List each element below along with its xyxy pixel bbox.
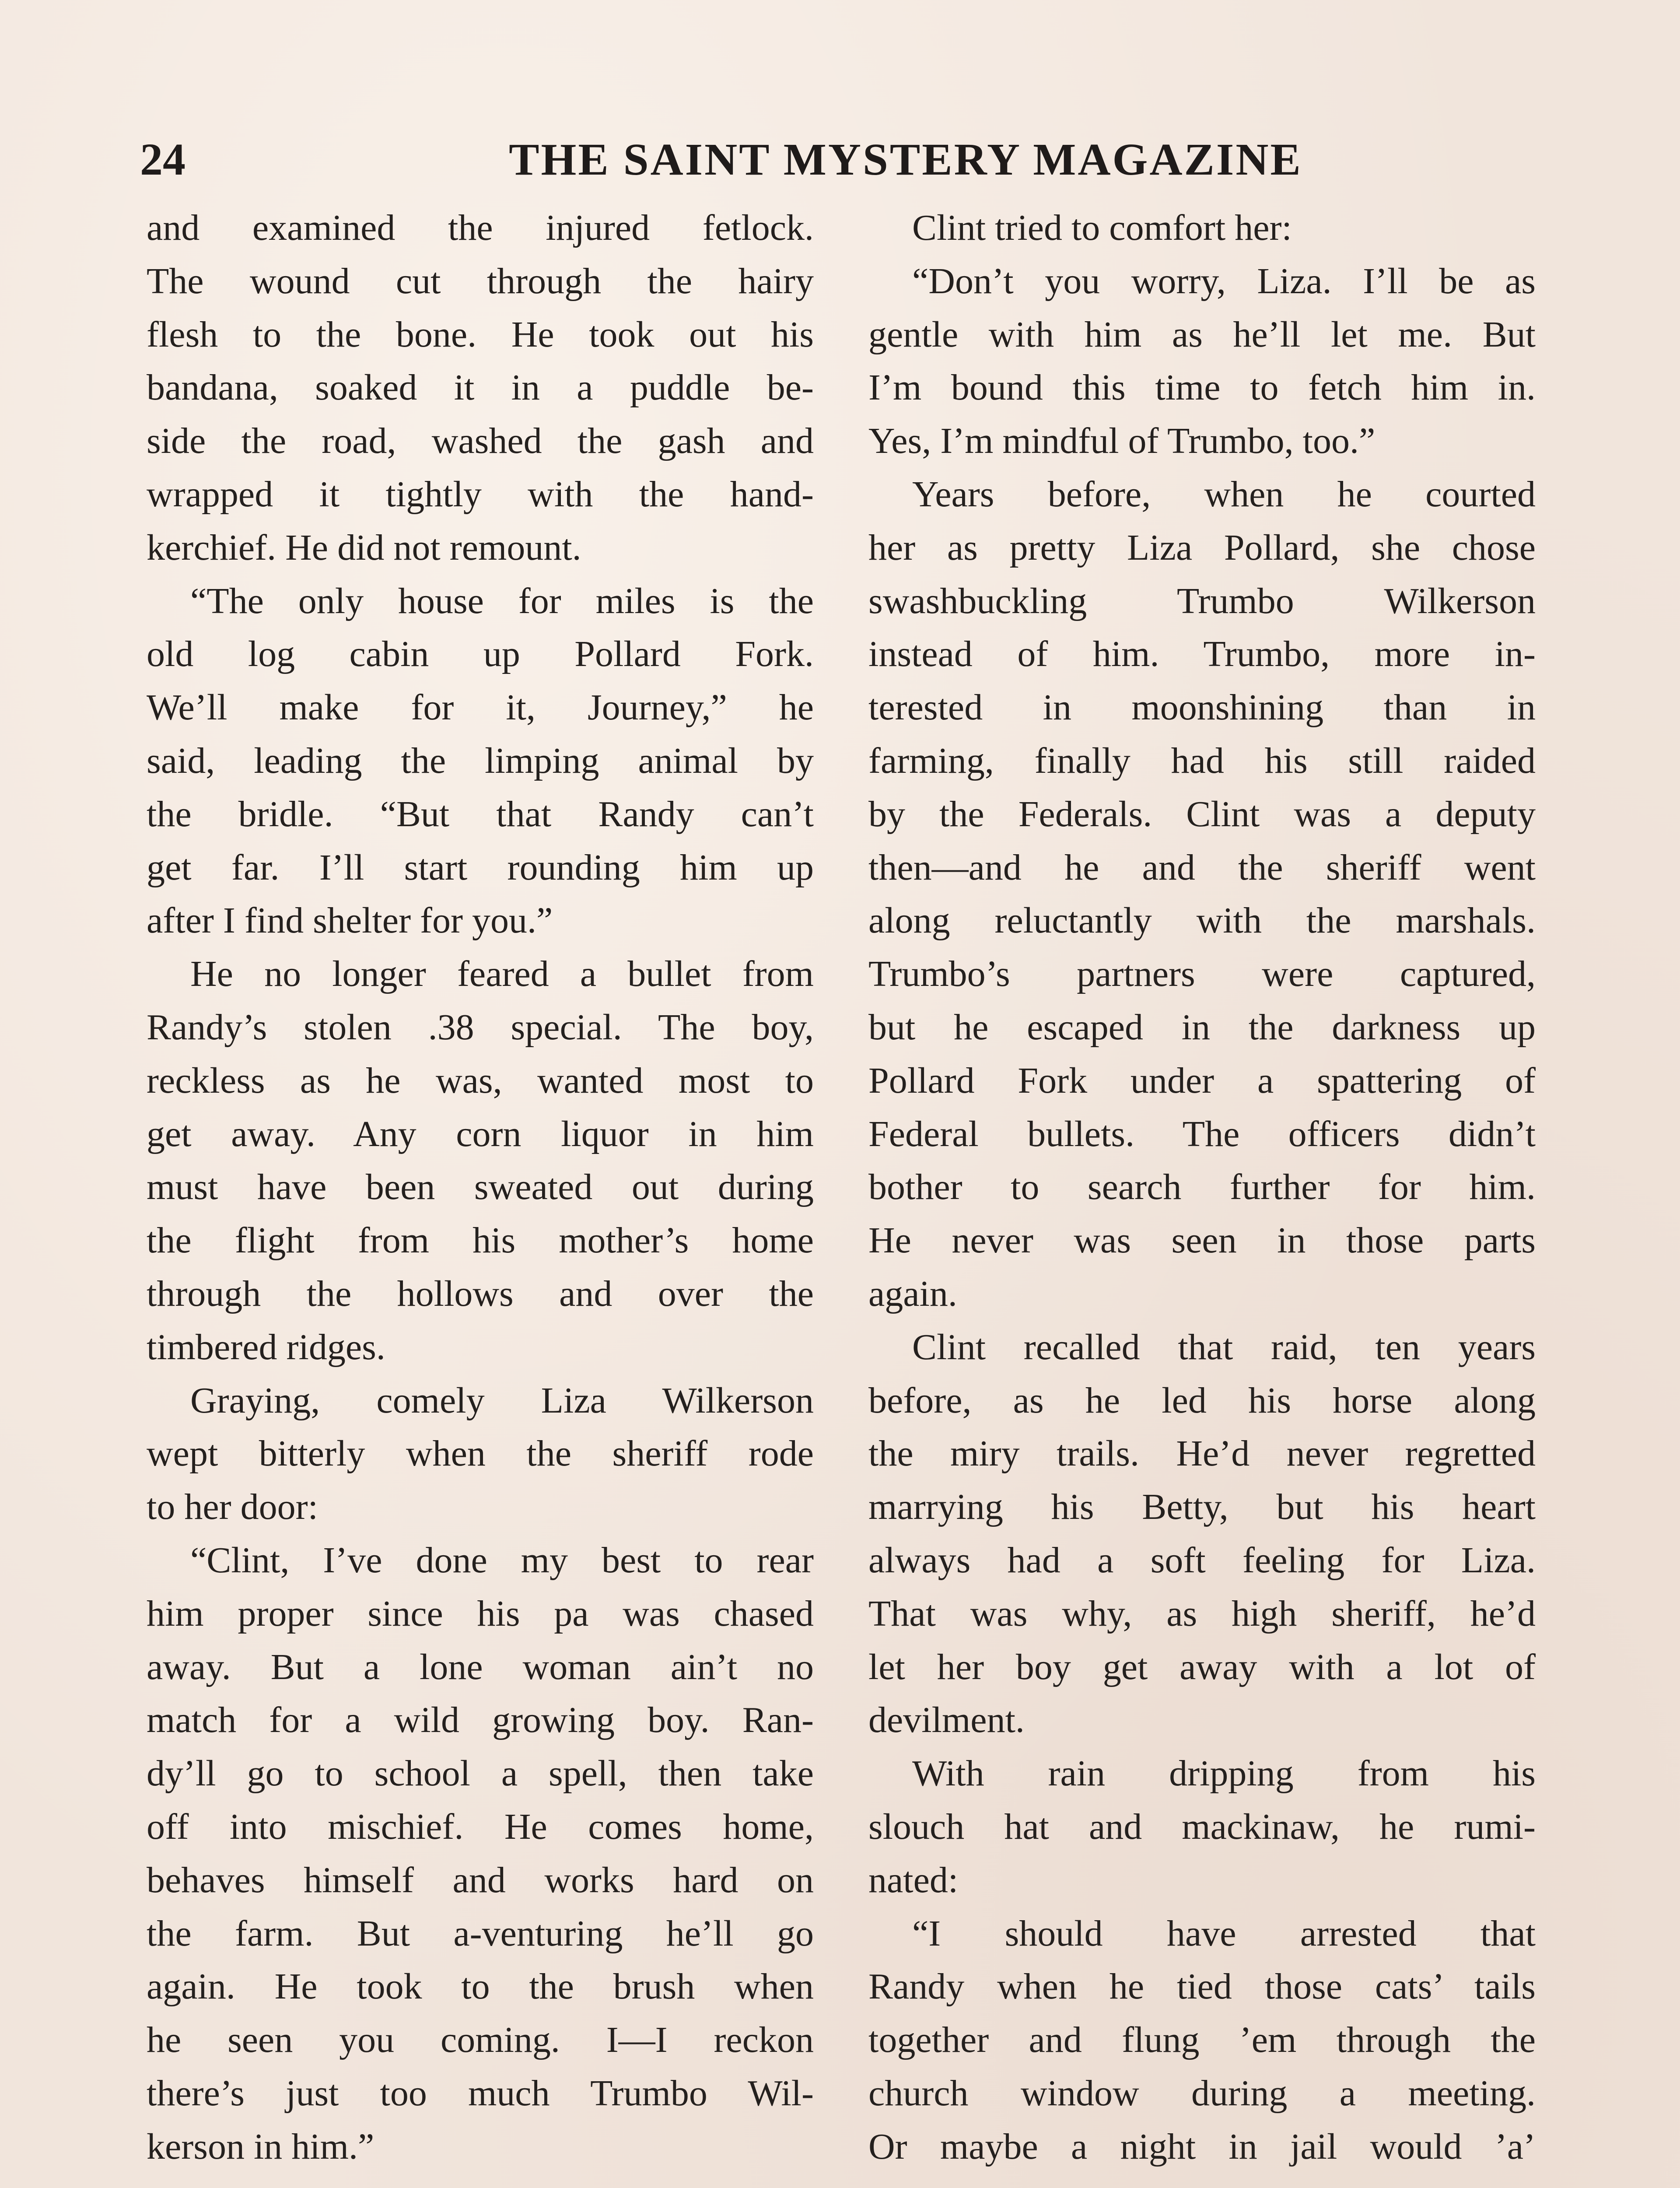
left-column-text-line: kerson in him.” — [147, 2126, 374, 2167]
right-column-text-line: He never was seen in those parts — [868, 1220, 1536, 1261]
right-column-text-line: Randy when he tied those cats’ tails — [868, 1966, 1536, 2007]
left-column-text-line: bandana, soaked it in a puddle be- — [147, 367, 814, 408]
right-column-text-line: but he escaped in the darkness up — [868, 1006, 1536, 1048]
right-column-text-line: along reluctantly with the marshals. — [868, 900, 1536, 941]
left-column-text-line: timbered ridges. — [147, 1326, 385, 1368]
left-column-text-line: he seen you coming. I—I reckon — [147, 2020, 814, 2061]
left-column-text-line: wept bitterly when the sheriff rode — [147, 1433, 814, 1474]
left-column-text-line: off into mischief. He comes home, — [147, 1806, 814, 1847]
left-column-text-line: there’s just too much Trumbo Wil- — [147, 2072, 814, 2114]
left-text-column — [147, 201, 814, 2188]
left-column-text-line: “The only house for miles is the — [190, 580, 814, 621]
right-column-text-line: With rain dripping from his — [912, 1753, 1536, 1794]
left-column-text-line: “Clint, I’ve done my best to rear — [190, 1539, 814, 1581]
right-column-text-line: gentle with him as he’ll let me. But — [868, 314, 1536, 355]
right-column-text-line: always had a soft feeling for Liza. — [868, 1539, 1536, 1581]
right-column-text-line: “I should have arrested that — [912, 1913, 1536, 1954]
right-column-text-line: devilment. — [868, 1700, 1025, 1741]
left-column-text-line: Randy’s stolen .38 special. The boy, — [147, 1006, 814, 1048]
left-column-text-line: dy’ll go to school a spell, then take — [147, 1753, 814, 1794]
left-column-text-line: The wound cut through the hairy — [147, 260, 814, 302]
right-column-text-line: her as pretty Liza Pollard, she chose — [868, 527, 1536, 568]
right-column-text-line: Pollard Fork under a spattering of — [868, 1060, 1536, 1101]
left-column-text-line: to her door: — [147, 1487, 318, 1528]
right-column-text-line: Trumbo’s partners were captured, — [868, 954, 1536, 995]
running-title: THE SAINT MYSTERY MAGAZINE — [509, 134, 1302, 185]
right-column-text-line: Yes, I’m mindful of Trumbo, too.” — [868, 421, 1376, 462]
right-column-text-line: again. — [868, 1273, 957, 1314]
left-column-text-line: must have been sweated out during — [147, 1167, 814, 1208]
left-column-text-line: reckless as he was, wanted most to — [147, 1060, 814, 1101]
left-column-text-line: kerchief. He did not remount. — [147, 527, 581, 568]
left-column-text-line: him proper since his pa was chased — [147, 1593, 814, 1634]
right-column-text-line: instead of him. Trumbo, more in- — [868, 634, 1536, 675]
left-column-text-line: away. But a lone woman ain’t no — [147, 1646, 814, 1687]
left-column-text-line: the flight from his mother’s home — [147, 1220, 814, 1261]
left-column-text-line: after I find shelter for you.” — [147, 900, 553, 941]
right-column-text-line: Clint tried to comfort her: — [912, 207, 1292, 248]
left-column-text-line: side the road, washed the gash and — [147, 421, 814, 462]
right-column-text-line: Federal bullets. The officers didn’t — [868, 1113, 1536, 1154]
left-column-text-line: flesh to the bone. He took out his — [147, 314, 814, 355]
left-column-text-line: and examined the injured fetlock. — [147, 207, 814, 248]
left-column-text-line: wrapped it tightly with the hand- — [147, 473, 814, 515]
left-column-text-line: get away. Any corn liquor in him — [147, 1113, 814, 1154]
right-column-text-line: marrying his Betty, but his heart — [868, 1487, 1536, 1528]
left-column-text-line: Graying, comely Liza Wilkerson — [190, 1380, 814, 1421]
page-number: 24 — [140, 134, 186, 185]
left-column-text-line: old log cabin up Pollard Fork. — [147, 634, 814, 675]
right-column-text-line: “Don’t you worry, Liza. I’ll be as — [912, 260, 1536, 302]
right-column-text-line: nated: — [868, 1859, 959, 1900]
right-column-text-line: then—and he and the sheriff went — [868, 847, 1536, 888]
right-column-text-line: Years before, when he courted — [912, 473, 1536, 515]
left-column-text-line: the farm. But a-venturing he’ll go — [147, 1913, 814, 1954]
left-column-text-line: match for a wild growing boy. Ran- — [147, 1700, 814, 1741]
right-column-text-line: the miry trails. He’d never regretted — [868, 1433, 1536, 1474]
left-column-text-line: behaves himself and works hard on — [147, 1859, 814, 1900]
left-column-text-line: said, leading the limping animal by — [147, 740, 814, 781]
right-column-text-line: terested in moonshining than in — [868, 687, 1536, 728]
left-column-text-line: again. He took to the brush when — [147, 1966, 814, 2007]
right-column-text-line: Or maybe a night in jail would ’a’ — [868, 2126, 1536, 2167]
left-column-text-line: the bridle. “But that Randy can’t — [147, 793, 814, 835]
right-column-text-line: farming, finally had his still raided — [868, 740, 1536, 781]
right-column-text-line: together and flung ’em through the — [868, 2020, 1536, 2061]
right-column-text-line: church window during a meeting. — [868, 2072, 1536, 2114]
right-text-column — [868, 201, 1536, 2188]
left-column-text-line: get far. I’ll start rounding him up — [147, 847, 814, 888]
page-header — [140, 127, 1540, 193]
right-column-text-line: Clint recalled that raid, ten years — [912, 1326, 1536, 1368]
right-column-text-line: I’m bound this time to fetch him in. — [868, 367, 1536, 408]
right-column-text-line: by the Federals. Clint was a deputy — [868, 793, 1536, 835]
right-column-text-line: bother to search further for him. — [868, 1167, 1536, 1208]
right-column-text-line: slouch hat and mackinaw, he rumi- — [868, 1806, 1536, 1847]
right-column-text-line: let her boy get away with a lot of — [868, 1646, 1536, 1687]
right-column-text-line: before, as he led his horse along — [868, 1380, 1536, 1421]
right-column-text-line: swashbuckling Trumbo Wilkerson — [868, 580, 1536, 621]
left-column-text-line: We’ll make for it, Journey,” he — [147, 687, 814, 728]
right-column-text-line: That was why, as high sheriff, he’d — [868, 1593, 1536, 1634]
left-column-text-line: He no longer feared a bullet from — [190, 954, 814, 995]
left-column-text-line: through the hollows and over the — [147, 1273, 814, 1314]
